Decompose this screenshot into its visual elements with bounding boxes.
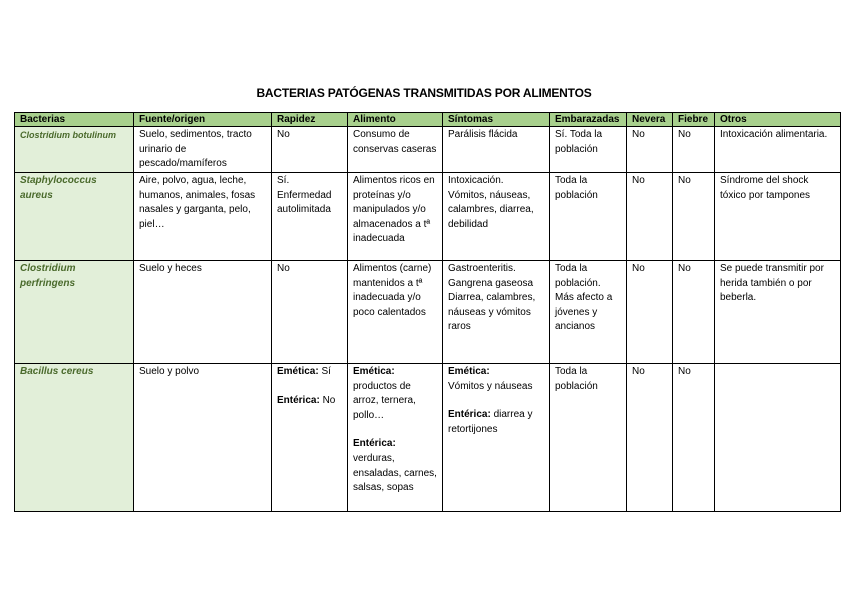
fuente-cell: Suelo, sedimentos, tracto urinario de pescado/mamíferos: [134, 127, 272, 173]
header-fiebre: Fiebre: [673, 113, 715, 127]
enterica-label: Entérica:: [353, 438, 396, 450]
rapidez-cell: Sí. Enfermedad autolimitada: [272, 173, 348, 261]
embarazadas-cell: Toda la población: [550, 364, 627, 512]
rapidez-cell: No: [272, 261, 348, 364]
embarazadas-cell: Toda la población: [550, 173, 627, 261]
fiebre-cell: No: [673, 173, 715, 261]
table-row: [15, 127, 841, 173]
emetica-label: Emética:: [277, 366, 319, 377]
emetica-value: productos de arroz, ternera, pollo…: [353, 380, 416, 421]
header-rapidez: Rapidez: [272, 113, 348, 127]
otros-cell: [715, 364, 841, 512]
page-title: BACTERIAS PATÓGENAS TRANSMITIDAS POR ALIMENTOS: [256, 86, 592, 100]
rapidez-cell: [272, 364, 348, 512]
fiebre-cell: No: [673, 364, 715, 512]
table-row: [15, 364, 841, 512]
header-embarazadas: Embarazadas: [550, 113, 627, 127]
alimento-cell: Consumo de conservas caseras: [348, 127, 443, 173]
embarazadas-cell: Sí. Toda la población: [550, 127, 627, 173]
nevera-cell: No: [627, 364, 673, 512]
otros-cell: Intoxicación alimentaria.: [715, 127, 841, 173]
header-row: [15, 113, 841, 127]
otros-cell: Síndrome del shock tóxico por tampones: [715, 173, 841, 261]
header-fuente: Fuente/origen: [134, 113, 272, 127]
rapidez-cell: No: [272, 127, 348, 173]
fuente-cell: Suelo y heces: [134, 261, 272, 364]
bacteria-name: Clostridium perfringens: [15, 261, 134, 364]
nevera-cell: No: [627, 127, 673, 173]
alimento-cell: Alimentos (carne) mantenidos a tª inadecuada y/o poco calentados: [348, 261, 443, 364]
sintomas-cell: Parálisis flácida: [443, 127, 550, 173]
fiebre-cell: No: [673, 127, 715, 173]
bacteria-table: [14, 112, 841, 512]
nevera-cell: No: [627, 261, 673, 364]
otros-cell: Se puede transmitir por herida también o por beberla.: [715, 261, 841, 364]
header-sintomas: Síntomas: [443, 113, 550, 127]
sintomas-cell: Intoxicación. Vómitos, náuseas, calambres, diarrea, debilidad: [443, 173, 550, 261]
bacteria-name: Staphylococcus aureus: [15, 173, 134, 261]
header-alimento: Alimento: [348, 113, 443, 127]
emetica-label: Emética:: [353, 366, 395, 377]
enterica-value: diarrea y retortijones: [448, 409, 533, 435]
enterica-label: Entérica:: [448, 409, 491, 421]
fuente-cell: Suelo y polvo: [134, 364, 272, 512]
emetica-value: Vómitos y náuseas: [448, 380, 533, 392]
emetica-value: Sí: [321, 366, 331, 377]
alimento-cell: [348, 364, 443, 512]
bacteria-name: Bacillus cereus: [15, 364, 134, 512]
enterica-label: Entérica:: [277, 394, 320, 406]
table-row: [15, 173, 841, 261]
header-bacterias: Bacterias: [15, 113, 134, 127]
enterica-value: verduras, ensaladas, carnes, salsas, sopas: [353, 452, 437, 494]
alimento-cell: Alimentos ricos en proteínas y/o manipulados y/o almacenados a tª inadecuada: [348, 173, 443, 261]
fiebre-cell: No: [673, 261, 715, 364]
enterica-value: No: [322, 394, 336, 406]
embarazadas-cell: Toda la población. Más afecto a jóvenes y ancianos: [550, 261, 627, 364]
sintomas-cell: Gastroenteritis. Gangrena gaseosa Diarrea, calambres, náuseas y vómitos raros: [443, 261, 550, 364]
nevera-cell: No: [627, 173, 673, 261]
header-nevera: Nevera: [627, 113, 673, 127]
sintomas-cell: [443, 364, 550, 512]
bacteria-name: Clostridium botulinum: [15, 127, 134, 173]
header-otros: Otros: [715, 113, 841, 127]
table-row: [15, 261, 841, 364]
fuente-cell: Aire, polvo, agua, leche, humanos, animales, fosas nasales y garganta, pelo, piel…: [134, 173, 272, 261]
emetica-label: Emética:: [448, 366, 490, 377]
